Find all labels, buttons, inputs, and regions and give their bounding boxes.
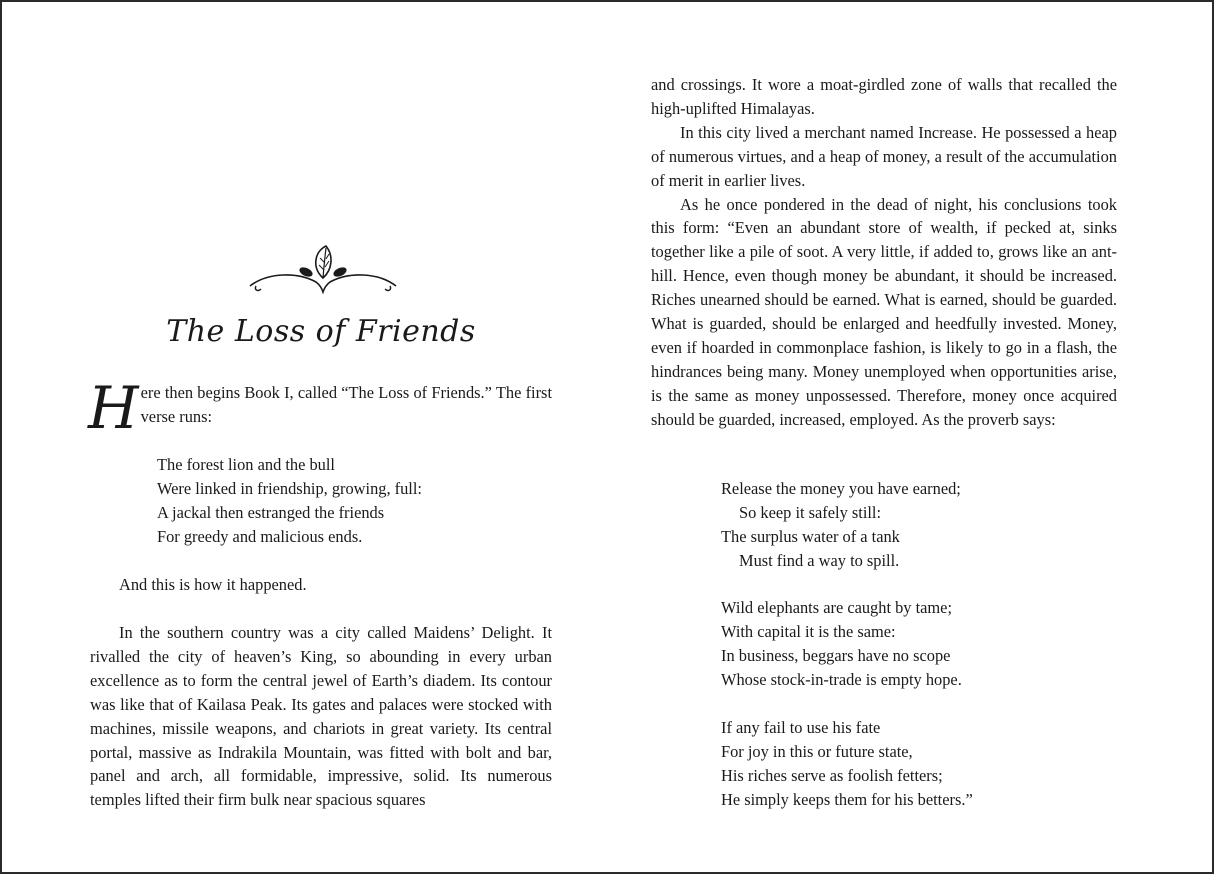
verse-line: Wild elephants are caught by tame;	[721, 598, 952, 617]
verse-line: Were linked in friendship, growing, full:	[157, 478, 422, 498]
verse-block	[721, 596, 962, 692]
chapter-title: The Loss of Friends	[166, 314, 476, 349]
verse-line: For greedy and malicious ends.	[157, 526, 363, 546]
body-text	[90, 621, 552, 812]
verse-line: Whose stock-in-trade is empty hope.	[721, 669, 962, 689]
verse-block	[157, 453, 422, 549]
verse-line: A jackal then estranged the friends	[157, 502, 385, 522]
leaf-flourish-ornament	[248, 242, 398, 298]
verse-block	[721, 716, 973, 812]
body-paragraph: And this is how it happened.	[119, 575, 307, 594]
body-paragraph: In this city lived a merchant named Increase. He possessed a heap of numerous virtues, and a heap of money, a result of the accumulation of merit in earlier lives.	[651, 122, 1117, 190]
right-page	[609, 2, 1212, 872]
verse-line: The forest lion and the bull	[157, 455, 335, 474]
body-paragraph: and crossings. It wore a moat-girdled zone of walls that recalled the high-uplifted Himalayas.	[651, 75, 1117, 118]
verse-line: In business, beggars have no scope	[721, 645, 951, 665]
verse-line: If any fail to use his fate	[721, 718, 881, 737]
transition-line	[90, 573, 552, 597]
drop-cap: H	[88, 374, 139, 442]
verse-line: With capital it is the same:	[721, 621, 896, 641]
body-text	[651, 73, 1117, 432]
left-page	[2, 2, 609, 872]
verse-line: Release the money you have earned;	[721, 479, 961, 498]
verse-line: His riches serve as foolish fetters;	[721, 765, 943, 785]
verse-line: The surplus water of a tank	[721, 526, 900, 546]
body-paragraph: As he once pondered in the dead of night, his conclusions took this form: “Even an abundant store of wealth, if pecked at, sinks together like a pile of soot. A very little, if added to, grows like an ant-hill. Hence, even though money be abundant, it should be increased. Riches unearned should be earned. What is earned, should be guarded. What is guarded, should be enlarged and heedfully invested. Money, even if hoarded in commonplace fashion, is likely to go in a flash, the hindrances being many. Money unemployed when opportunities arise, is the same as money unpossessed. Therefore, money once acquired should be guarded, increased, employed. As the proverb says:	[651, 194, 1117, 429]
opening-paragraph	[88, 374, 552, 442]
verse-line: Must find a way to spill.	[739, 550, 900, 570]
verse-line: For joy in this or future state,	[721, 741, 913, 761]
verse-line: He simply keeps them for his betters.”	[721, 789, 973, 809]
body-paragraph: In the southern country was a city called Maidens’ Delight. It rivalled the city of heaven’s King, so abounding in every urban excellence as to form the central jewel of Earth’s diadem. Its contour was like that of Kailasa Peak. Its gates and palaces were stocked with machines, missile weapons, and chariots in great variety. Its central portal, massive as Indrakila Mountain, was fitted with bolt and bar, panel and arch, all formidable, impressive, solid. Its numerous temples lifted their firm bulk near spacious squares	[90, 623, 552, 810]
opening-text: ere then begins Book I, called “The Loss of Friends.” The first verse runs:	[140, 383, 552, 426]
verse-line: So keep it safely still:	[739, 502, 882, 522]
verse-block	[721, 477, 961, 573]
